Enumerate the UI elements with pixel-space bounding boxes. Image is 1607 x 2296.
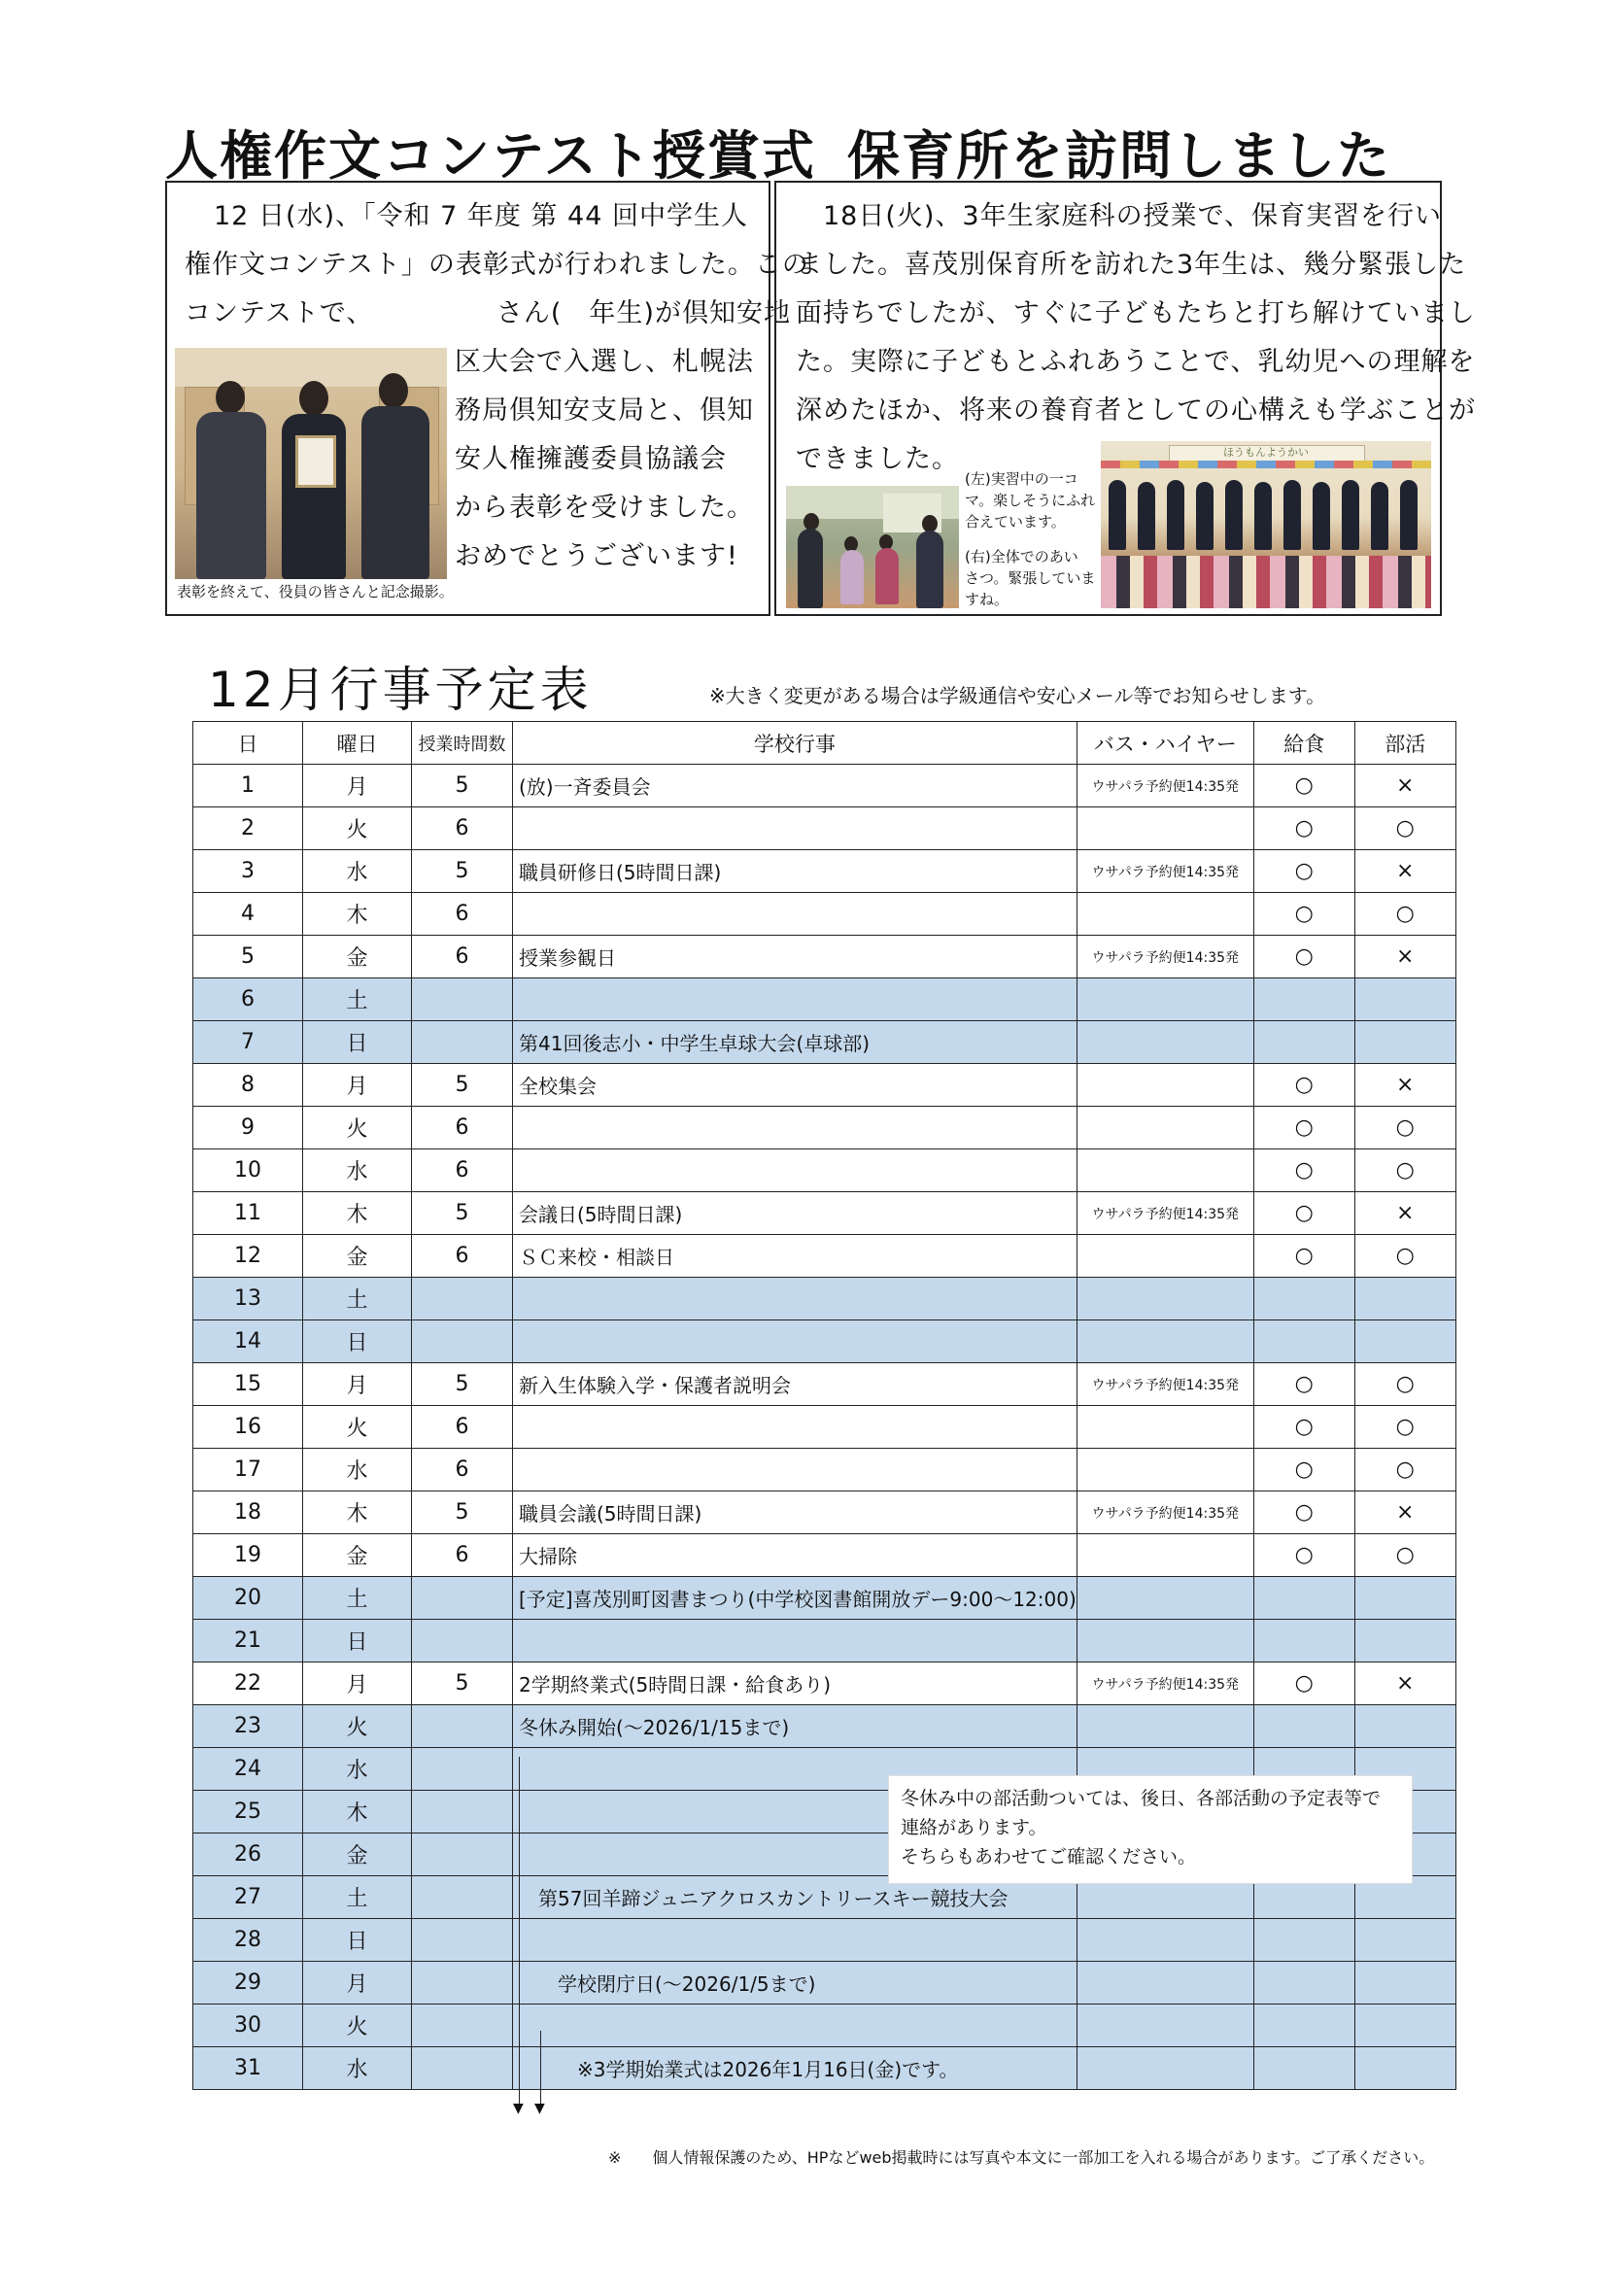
schedule-weekday: 金: [303, 1534, 412, 1577]
schedule-hours: 6: [412, 936, 513, 978]
schedule-lunch: ○: [1253, 893, 1354, 936]
schedule-hours: 6: [412, 807, 513, 850]
schedule-lunch: [1253, 1620, 1354, 1662]
schedule-hours: 5: [412, 1192, 513, 1235]
schedule-weekday: 月: [303, 1662, 412, 1705]
schedule-lunch: [1253, 1320, 1354, 1363]
schedule-lunch: ○: [1253, 1107, 1354, 1149]
schedule-event: 冬休み開始(～2026/1/15まで): [513, 1705, 1077, 1748]
schedule-club: [1354, 1705, 1455, 1748]
schedule-bus: [1077, 1235, 1253, 1278]
schedule-weekday: 土: [303, 1278, 412, 1320]
schedule-club: [1354, 1320, 1455, 1363]
schedule-weekday: 土: [303, 1876, 412, 1919]
schedule-hours: 6: [412, 1449, 513, 1491]
nursery-caption-left-3: 合えています。: [965, 513, 1066, 531]
schedule-lunch: [1253, 1705, 1354, 1748]
schedule-club: [1354, 2005, 1455, 2047]
schedule-day: 13: [193, 1278, 303, 1320]
schedule-hours: [412, 1577, 513, 1620]
schedule-bus: [1077, 893, 1253, 936]
schedule-day: 26: [193, 1833, 303, 1876]
schedule-day: 22: [193, 1662, 303, 1705]
schedule-bus: [1077, 1278, 1253, 1320]
schedule-club: ×: [1354, 1064, 1455, 1107]
schedule-row: [193, 1107, 1456, 1149]
schedule-weekday: 月: [303, 765, 412, 807]
schedule-hours: [412, 1705, 513, 1748]
article2-line-1: 18日(火)、3年生家庭科の授業で、保育実習を行い: [823, 201, 1443, 231]
schedule-hours: 6: [412, 1534, 513, 1577]
winter-break-arrow-1: [519, 1757, 520, 2105]
schedule-lunch: ○: [1253, 1662, 1354, 1705]
schedule-event: [513, 978, 1077, 1021]
schedule-event: [513, 1406, 1077, 1449]
schedule-event: 職員研修日(5時間日課): [513, 850, 1077, 893]
schedule-weekday: 木: [303, 1491, 412, 1534]
schedule-hours: 6: [412, 1107, 513, 1149]
col-lunch: 給食: [1253, 722, 1354, 765]
schedule-day: 28: [193, 1919, 303, 1962]
schedule-weekday: 火: [303, 1406, 412, 1449]
schedule-bus: [1077, 1577, 1253, 1620]
schedule-row: [193, 1064, 1456, 1107]
schedule-day: 3: [193, 850, 303, 893]
schedule-lunch: ○: [1253, 1064, 1354, 1107]
schedule-club: ×: [1354, 1662, 1455, 1705]
schedule-day: 20: [193, 1577, 303, 1620]
nursery-caption-left-1: (左)実習中の一コ: [965, 470, 1078, 488]
schedule-row: [193, 1449, 1456, 1491]
schedule-note: ※大きく変更がある場合は学級通信や安心メール等でお知らせします。: [709, 684, 1326, 707]
schedule-club: ×: [1354, 1491, 1455, 1534]
schedule-lunch: ○: [1253, 765, 1354, 807]
nursery-caption-right-2: さつ。緊張していま: [965, 569, 1096, 587]
article1-line-3: コンテストで、 さん( 年生)が倶知安地: [185, 298, 791, 328]
club-activity-note: [889, 1776, 1412, 1883]
col-event: 学校行事: [513, 722, 1077, 765]
schedule-lunch: ○: [1253, 850, 1354, 893]
schedule-event: (放)一斉委員会: [513, 765, 1077, 807]
nursery-caption-right-3: すね。: [965, 591, 1009, 608]
schedule-day: 21: [193, 1620, 303, 1662]
schedule-bus: [1077, 1107, 1253, 1149]
schedule-bus: [1077, 1406, 1253, 1449]
schedule-day: 2: [193, 807, 303, 850]
schedule-day: 5: [193, 936, 303, 978]
schedule-hours: [412, 1791, 513, 1833]
arrowhead-down-icon-2: ▼: [534, 2101, 545, 2116]
schedule-row: [193, 1406, 1456, 1449]
schedule-lunch: [1253, 1021, 1354, 1064]
schedule-day: 15: [193, 1363, 303, 1406]
schedule-event: 全校集会: [513, 1064, 1077, 1107]
schedule-hours: 5: [412, 850, 513, 893]
schedule-event: 2学期終業式(5時間日課・給食あり): [513, 1662, 1077, 1705]
schedule-bus: ウサパラ予約便14:35発: [1077, 936, 1253, 978]
schedule-event: 職員会議(5時間日課): [513, 1491, 1077, 1534]
schedule-event: 新入生体験入学・保護者説明会: [513, 1363, 1077, 1406]
schedule-club: ×: [1354, 1192, 1455, 1235]
nursery-banner-text: ほうもんようかい: [1223, 446, 1309, 459]
schedule-weekday: 火: [303, 1107, 412, 1149]
schedule-row: [193, 1320, 1456, 1363]
article2-line-3: 面持ちでしたが、すぐに子どもたちと打ち解けていまし: [796, 298, 1476, 328]
schedule-row: [193, 1705, 1456, 1748]
article1-line-2: 権作文コンテスト」の表彰式が行われました。この: [185, 250, 809, 280]
article1-line-5: 務局倶知安支局と、倶知: [455, 395, 754, 426]
schedule-row: [193, 1363, 1456, 1406]
schedule-weekday: 土: [303, 978, 412, 1021]
schedule-hours: [412, 1320, 513, 1363]
schedule-row: [193, 1192, 1456, 1235]
schedule-hours: 5: [412, 1064, 513, 1107]
schedule-hours: 5: [412, 765, 513, 807]
nursery-caption-right-1: (右)全体でのあい: [965, 548, 1078, 565]
schedule-club: ○: [1354, 1235, 1455, 1278]
schedule-weekday: 水: [303, 2047, 412, 2090]
schedule-hours: [412, 1919, 513, 1962]
schedule-event: 第57回羊蹄ジュニアクロスカントリースキー競技大会: [513, 1876, 1077, 1919]
schedule-weekday: 月: [303, 1962, 412, 2005]
schedule-day: 1: [193, 765, 303, 807]
schedule-weekday: 火: [303, 1705, 412, 1748]
schedule-weekday: 火: [303, 807, 412, 850]
schedule-hours: [412, 978, 513, 1021]
schedule-row: [193, 1534, 1456, 1577]
schedule-row: [193, 807, 1456, 850]
schedule-row: [193, 2047, 1456, 2090]
schedule-club: ○: [1354, 1406, 1455, 1449]
schedule-bus: [1077, 1705, 1253, 1748]
schedule-row: [193, 1662, 1456, 1705]
schedule-hours: [412, 1876, 513, 1919]
schedule-lunch: ○: [1253, 1534, 1354, 1577]
schedule-hours: 6: [412, 1406, 513, 1449]
schedule-lunch: ○: [1253, 1406, 1354, 1449]
schedule-club: ×: [1354, 936, 1455, 978]
schedule-club: [1354, 1620, 1455, 1662]
arrowhead-down-icon: ▼: [513, 2101, 524, 2116]
schedule-hours: 5: [412, 1363, 513, 1406]
schedule-hours: 6: [412, 1235, 513, 1278]
col-day: 日: [193, 722, 303, 765]
schedule-hours: [412, 2047, 513, 2090]
schedule-row: [193, 1919, 1456, 1962]
schedule-event: ＳＣ来校・相談日: [513, 1235, 1077, 1278]
schedule-bus: [1077, 1021, 1253, 1064]
schedule-club: ○: [1354, 1149, 1455, 1192]
schedule-weekday: 金: [303, 1235, 412, 1278]
schedule-event: [513, 1107, 1077, 1149]
schedule-bus: ウサパラ予約便14:35発: [1077, 1491, 1253, 1534]
schedule-lunch: [1253, 1278, 1354, 1320]
schedule-club: ○: [1354, 1107, 1455, 1149]
schedule-hours: [412, 1962, 513, 2005]
schedule-row: [193, 936, 1456, 978]
schedule-day: 18: [193, 1491, 303, 1534]
award-photo: [175, 348, 447, 579]
schedule-body: [193, 765, 1456, 2090]
schedule-weekday: 金: [303, 936, 412, 978]
schedule-day: 24: [193, 1748, 303, 1791]
schedule-title: 12月行事予定表: [208, 662, 593, 718]
schedule-weekday: 水: [303, 1748, 412, 1791]
schedule-event: [513, 1449, 1077, 1491]
article1-box: [165, 181, 809, 616]
schedule-lunch: ○: [1253, 1192, 1354, 1235]
schedule-event: [513, 807, 1077, 850]
club-note-line-1: 冬休み中の部活動ついては、後日、各部活動の予定表等で: [901, 1788, 1382, 1809]
footer-privacy-note: ※ 個人情報保護のため、HPなどweb掲載時には写真や本文に一部加工を入れる場合があります。ご了承ください。: [608, 2148, 1435, 2167]
schedule-event: ※3学期始業式は2026年1月16日(金)です。: [513, 2047, 1077, 2090]
nursery-photo-left: [786, 486, 959, 608]
schedule-event: [513, 1149, 1077, 1192]
schedule-lunch: [1253, 978, 1354, 1021]
schedule-event: [513, 1278, 1077, 1320]
article2-title: 保育所を訪問しました: [847, 125, 1391, 187]
schedule-weekday: 日: [303, 1021, 412, 1064]
nursery-caption-left-2: マ。楽しそうにふれ: [965, 492, 1096, 509]
schedule-hours: 5: [412, 1662, 513, 1705]
schedule-lunch: ○: [1253, 1491, 1354, 1534]
schedule-bus: ウサパラ予約便14:35発: [1077, 850, 1253, 893]
schedule-club: ○: [1354, 1363, 1455, 1406]
schedule-bus: [1077, 1962, 1253, 2005]
schedule-header-row: [193, 722, 1456, 765]
schedule-hours: [412, 1748, 513, 1791]
schedule-day: 25: [193, 1791, 303, 1833]
article1-line-8: おめでとうございます!: [455, 541, 738, 571]
schedule-day: 9: [193, 1107, 303, 1149]
schedule-row: [193, 1620, 1456, 1662]
schedule-lunch: ○: [1253, 936, 1354, 978]
schedule-bus: [1077, 1149, 1253, 1192]
schedule-day: 7: [193, 1021, 303, 1064]
schedule-club: [1354, 1278, 1455, 1320]
schedule-hours: [412, 1620, 513, 1662]
col-bus: バス・ハイヤー: [1077, 722, 1253, 765]
schedule-row: [193, 1021, 1456, 1064]
schedule-bus: [1077, 1449, 1253, 1491]
schedule-event: 大掃除: [513, 1534, 1077, 1577]
schedule-day: 30: [193, 2005, 303, 2047]
schedule-day: 27: [193, 1876, 303, 1919]
schedule-day: 29: [193, 1962, 303, 2005]
schedule-bus: [1077, 807, 1253, 850]
schedule-hours: [412, 2005, 513, 2047]
schedule-weekday: 土: [303, 1577, 412, 1620]
schedule-day: 11: [193, 1192, 303, 1235]
schedule-row: [193, 978, 1456, 1021]
schedule-row: [193, 1235, 1456, 1278]
schedule-row: [193, 850, 1456, 893]
schedule-event: [513, 1919, 1077, 1962]
schedule-club: [1354, 1962, 1455, 2005]
schedule-hours: 6: [412, 893, 513, 936]
schedule-club: [1354, 1021, 1455, 1064]
schedule-bus: [1077, 1620, 1253, 1662]
award-photo-caption: 表彰を終えて、役員の皆さんと記念撮影。: [177, 583, 454, 600]
schedule-hours: 6: [412, 1149, 513, 1192]
schedule-bus: [1077, 1320, 1253, 1363]
col-hours: 授業時間数: [412, 722, 513, 765]
nursery-photo-right: [1101, 441, 1431, 608]
schedule-lunch: [1253, 1577, 1354, 1620]
schedule-event: 授業参観日: [513, 936, 1077, 978]
schedule-club: [1354, 978, 1455, 1021]
schedule-hours: [412, 1021, 513, 1064]
schedule-bus: ウサパラ予約便14:35発: [1077, 765, 1253, 807]
article2-line-4: た。実際に子どもとふれあうことで、乳幼児への理解を: [796, 347, 1476, 377]
schedule-bus: [1077, 1919, 1253, 1962]
schedule-lunch: [1253, 2047, 1354, 2090]
schedule-row: [193, 1962, 1456, 2005]
article2-box: [774, 181, 1476, 616]
schedule-bus: [1077, 1064, 1253, 1107]
article1-title: 人権作文コンテスト授賞式: [165, 125, 816, 187]
schedule-bus: [1077, 2005, 1253, 2047]
schedule-day: 19: [193, 1534, 303, 1577]
schedule-club: ○: [1354, 1449, 1455, 1491]
schedule-weekday: 木: [303, 893, 412, 936]
schedule-day: 17: [193, 1449, 303, 1491]
schedule-club: ×: [1354, 850, 1455, 893]
schedule-day: 16: [193, 1406, 303, 1449]
schedule-row: [193, 1278, 1456, 1320]
schedule-lunch: ○: [1253, 1235, 1354, 1278]
schedule-bus: ウサパラ予約便14:35発: [1077, 1192, 1253, 1235]
schedule-club: ○: [1354, 1534, 1455, 1577]
article1-line-7: から表彰を受けました。: [455, 493, 754, 523]
schedule-weekday: 水: [303, 1149, 412, 1192]
schedule-row: [193, 2005, 1456, 2047]
schedule-lunch: ○: [1253, 1149, 1354, 1192]
school-closed-arrow: [540, 2031, 541, 2105]
schedule-hours: [412, 1278, 513, 1320]
schedule-lunch: [1253, 1962, 1354, 2005]
schedule-day: 10: [193, 1149, 303, 1192]
schedule-club: ×: [1354, 765, 1455, 807]
schedule-event: [予定]喜茂別町図書まつり(中学校図書館開放デー9:00～12:00): [513, 1577, 1077, 1620]
article1-line-6: 安人権擁護委員協議会: [455, 444, 727, 474]
schedule-row: [193, 1149, 1456, 1192]
article2-line-2: ました。喜茂別保育所を訪れた3年生は、幾分緊張した: [796, 250, 1467, 280]
schedule-club: [1354, 1919, 1455, 1962]
schedule-table: [192, 721, 1456, 2090]
schedule-weekday: 月: [303, 1064, 412, 1107]
article2-line-5: 深めたほか、将来の養育者としての心構えも学ぶことが: [796, 395, 1476, 426]
schedule-club: ○: [1354, 807, 1455, 850]
schedule-lunch: [1253, 2005, 1354, 2047]
schedule-hours: 5: [412, 1491, 513, 1534]
schedule-weekday: 水: [303, 1449, 412, 1491]
schedule-day: 23: [193, 1705, 303, 1748]
schedule-event: [513, 2005, 1077, 2047]
schedule-bus: ウサパラ予約便14:35発: [1077, 1363, 1253, 1406]
schedule-lunch: ○: [1253, 807, 1354, 850]
col-weekday: 曜日: [303, 722, 412, 765]
schedule-row: [193, 1491, 1456, 1534]
schedule-row: [193, 1577, 1456, 1620]
schedule-event: 会議日(5時間日課): [513, 1192, 1077, 1235]
schedule-weekday: 日: [303, 1919, 412, 1962]
schedule-club: ○: [1354, 893, 1455, 936]
schedule-event: 学校閉庁日(～2026/1/5まで): [513, 1962, 1077, 2005]
schedule-day: 4: [193, 893, 303, 936]
schedule-event: [513, 893, 1077, 936]
schedule-day: 12: [193, 1235, 303, 1278]
schedule-day: 14: [193, 1320, 303, 1363]
schedule-bus: [1077, 2047, 1253, 2090]
schedule-weekday: 月: [303, 1363, 412, 1406]
schedule-day: 6: [193, 978, 303, 1021]
schedule-event: 第41回後志小・中学生卓球大会(卓球部): [513, 1021, 1077, 1064]
schedule-lunch: ○: [1253, 1363, 1354, 1406]
schedule-weekday: 日: [303, 1320, 412, 1363]
schedule-hours: [412, 1833, 513, 1876]
schedule-event: [513, 1320, 1077, 1363]
schedule-lunch: [1253, 1919, 1354, 1962]
schedule-weekday: 木: [303, 1192, 412, 1235]
article1-line-1: 12 日(水)、「令和 7 年度 第 44 回中学生人: [214, 201, 748, 231]
schedule-bus: [1077, 1534, 1253, 1577]
schedule-weekday: 木: [303, 1791, 412, 1833]
club-note-line-2: 連絡があります。: [901, 1817, 1047, 1838]
schedule-day: 8: [193, 1064, 303, 1107]
schedule-event: [513, 1620, 1077, 1662]
schedule-club: [1354, 1577, 1455, 1620]
schedule-bus: ウサパラ予約便14:35発: [1077, 1662, 1253, 1705]
schedule-club: [1354, 2047, 1455, 2090]
club-note-line-3: そちらもあわせてご確認ください。: [901, 1846, 1197, 1868]
schedule-row: [193, 765, 1456, 807]
schedule-lunch: ○: [1253, 1449, 1354, 1491]
schedule-weekday: 金: [303, 1833, 412, 1876]
schedule-weekday: 日: [303, 1620, 412, 1662]
col-club: 部活: [1354, 722, 1455, 765]
schedule-day: 31: [193, 2047, 303, 2090]
schedule-weekday: 火: [303, 2005, 412, 2047]
article1-line-4: 区大会で入選し、札幌法: [455, 347, 754, 377]
schedule-weekday: 水: [303, 850, 412, 893]
article2-line-6: できました。: [796, 444, 959, 474]
schedule-row: [193, 893, 1456, 936]
schedule-bus: [1077, 978, 1253, 1021]
